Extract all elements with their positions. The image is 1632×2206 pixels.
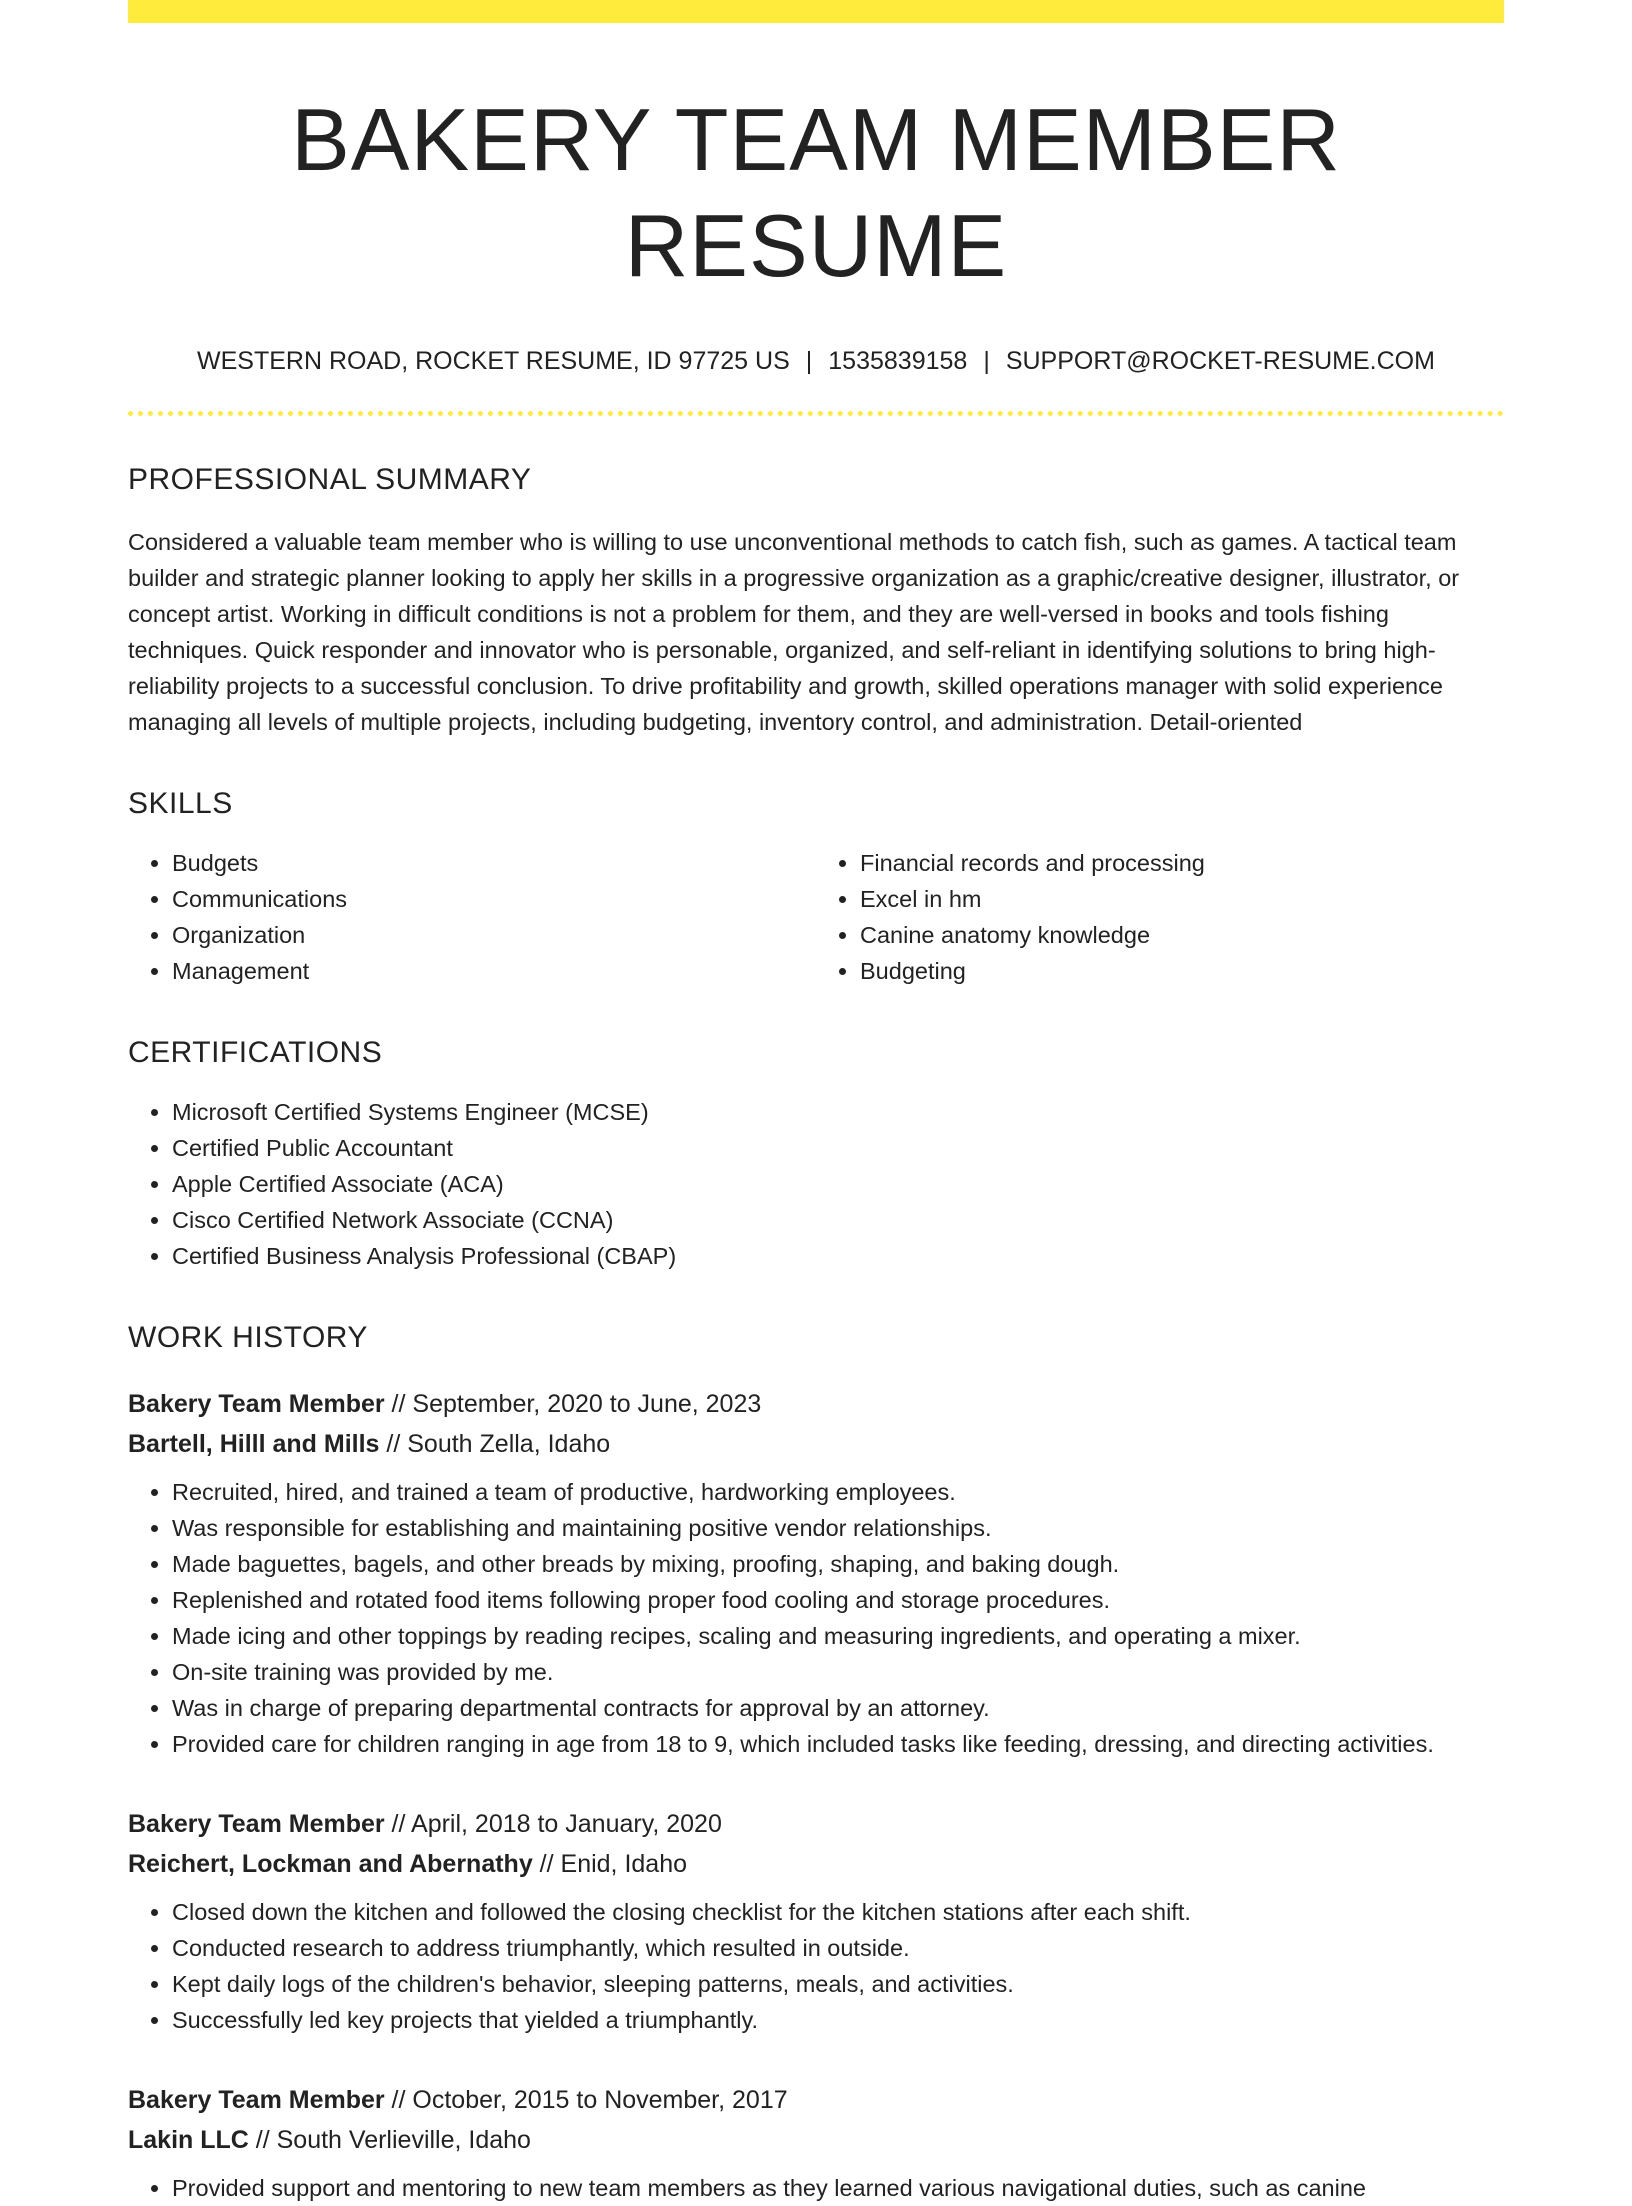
job-company: Lakin LLC	[128, 2126, 249, 2155]
job-title-line	[128, 1804, 1504, 1844]
skill-item: • Budgeting	[860, 953, 1504, 989]
job-bullet: • Recruited, hired, and trained a team of productive, hardworking employees.	[172, 1474, 1504, 1510]
certification-item: • Microsoft Certified Systems Engineer (MCSE)	[172, 1094, 1504, 1130]
job-bullets	[128, 2170, 1504, 2206]
job-entry	[128, 1384, 1504, 1762]
job-location: // Enid, Idaho	[532, 1850, 688, 1879]
certification-item: • Apple Certified Associate (ACA)	[172, 1166, 1504, 1202]
summary-heading: PROFESSIONAL SUMMARY	[128, 463, 532, 497]
job-bullet: • Provided care for children ranging in age from 18 to 9, which included tasks like feeding, dressing, and directing activities.	[172, 1726, 1504, 1762]
job-title-line	[128, 1384, 1504, 1424]
job-bullet: • Replenished and rotated food items following proper food cooling and storage procedures.	[172, 1582, 1504, 1618]
job-bullet: • On-site training was provided by me.	[172, 1654, 1504, 1690]
job-entry	[128, 1804, 1504, 2038]
dotted-divider	[128, 411, 1504, 416]
skill-item: • Communications	[172, 881, 816, 917]
certification-item: • Certified Public Accountant	[172, 1130, 1504, 1166]
phone: 1535839158	[828, 347, 968, 376]
job-location: // South Zella, Idaho	[379, 1430, 611, 1459]
work-history-section	[128, 1320, 1504, 2206]
job-dates: // October, 2015 to November, 2017	[384, 2086, 788, 2115]
summary-text: Considered a valuable team member who is willing to use unconventional methods to catch fish, such as games. A tactical team builder and strategic planner looking to apply her skills in a progressive organization as a graphic/creative designer, illustrator, or concept artist. Working in difficult conditions is not a problem for them, and they are well-versed in books and tools fishing techniques. Quick responder and innovator who is personable, organized, and self-reliant in identifying solutions to bring high-reliability projects to a successful conclusion. To drive profitability and growth, skilled operations manager with solid experience managing all levels of multiple projects, including budgeting, inventory control, and administration. Detail-oriented	[128, 529, 1460, 736]
top-accent-bar	[128, 0, 1504, 23]
job-bullets	[128, 1474, 1504, 1762]
skill-item: • Organization	[172, 917, 816, 953]
contact-separator: |	[805, 347, 813, 376]
skills-section	[128, 786, 1504, 989]
contact-line	[128, 346, 1504, 376]
job-company-line	[128, 1844, 1504, 1884]
job-company-line	[128, 1424, 1504, 1464]
skill-item: • Canine anatomy knowledge	[860, 917, 1504, 953]
skills-columns	[128, 845, 1504, 989]
job-dates: // April, 2018 to January, 2020	[384, 1810, 722, 1839]
skills-list-right	[816, 845, 1504, 989]
resume-page	[128, 0, 1504, 2206]
address: WESTERN ROAD, ROCKET RESUME, ID 97725 US	[197, 347, 790, 376]
certifications-list	[128, 1094, 1504, 1274]
job-bullet: • Was responsible for establishing and maintaining positive vendor relationships.	[172, 1510, 1504, 1546]
summary-section	[128, 462, 1504, 740]
job-title: Bakery Team Member	[128, 2086, 385, 2115]
job-dates: // September, 2020 to June, 2023	[384, 1390, 762, 1419]
job-bullet: • Made icing and other toppings by reading recipes, scaling and measuring ingredients, and operating a mixer.	[172, 1618, 1504, 1654]
contact-separator: |	[983, 347, 990, 376]
job-bullet: • Conducted research to address triumphantly, which resulted in outside.	[172, 1930, 1504, 1966]
page-title: BAKERY TEAM MEMBER RESUME	[291, 90, 1341, 295]
skills-heading: SKILLS	[128, 787, 233, 821]
certifications-heading: CERTIFICATIONS	[128, 1036, 383, 1070]
job-company: Bartell, Hilll and Mills	[128, 1430, 380, 1459]
work-history-heading: WORK HISTORY	[128, 1321, 368, 1355]
skills-list-left	[128, 845, 816, 989]
job-title: Bakery Team Member	[128, 1390, 385, 1419]
job-bullet: • Provided support and mentoring to new team members as they learned various navigational duties, such as canine	[172, 2170, 1504, 2206]
job-bullet: • Kept daily logs of the children's behavior, sleeping patterns, meals, and activities.	[172, 1966, 1504, 2002]
certification-item: • Cisco Certified Network Associate (CCNA)	[172, 1202, 1504, 1238]
job-bullets	[128, 1894, 1504, 2038]
job-title: Bakery Team Member	[128, 1810, 385, 1839]
job-bullet: • Closed down the kitchen and followed the closing checklist for the kitchen stations after each shift.	[172, 1894, 1504, 1930]
job-location: // South Verlieville, Idaho	[248, 2126, 531, 2155]
job-title-line	[128, 2080, 1504, 2120]
certification-item: • Certified Business Analysis Professional (CBAP)	[172, 1238, 1504, 1274]
job-bullet: • Made baguettes, bagels, and other breads by mixing, proofing, shaping, and baking dough.	[172, 1546, 1504, 1582]
skill-item: • Budgets	[172, 845, 816, 881]
job-bullet: • Was in charge of preparing departmental contracts for approval by an attorney.	[172, 1690, 1504, 1726]
job-company-line	[128, 2120, 1504, 2160]
certifications-section	[128, 1035, 1504, 1274]
job-entry	[128, 2080, 1504, 2206]
skill-item: • Excel in hm	[860, 881, 1504, 917]
email: SUPPORT@ROCKET-RESUME.COM	[1005, 347, 1435, 376]
job-company: Reichert, Lockman and Abernathy	[128, 1850, 533, 1879]
skill-item: • Management	[172, 953, 816, 989]
skill-item: • Financial records and processing	[860, 845, 1504, 881]
job-bullet: • Successfully led key projects that yielded a triumphantly.	[172, 2002, 1504, 2038]
